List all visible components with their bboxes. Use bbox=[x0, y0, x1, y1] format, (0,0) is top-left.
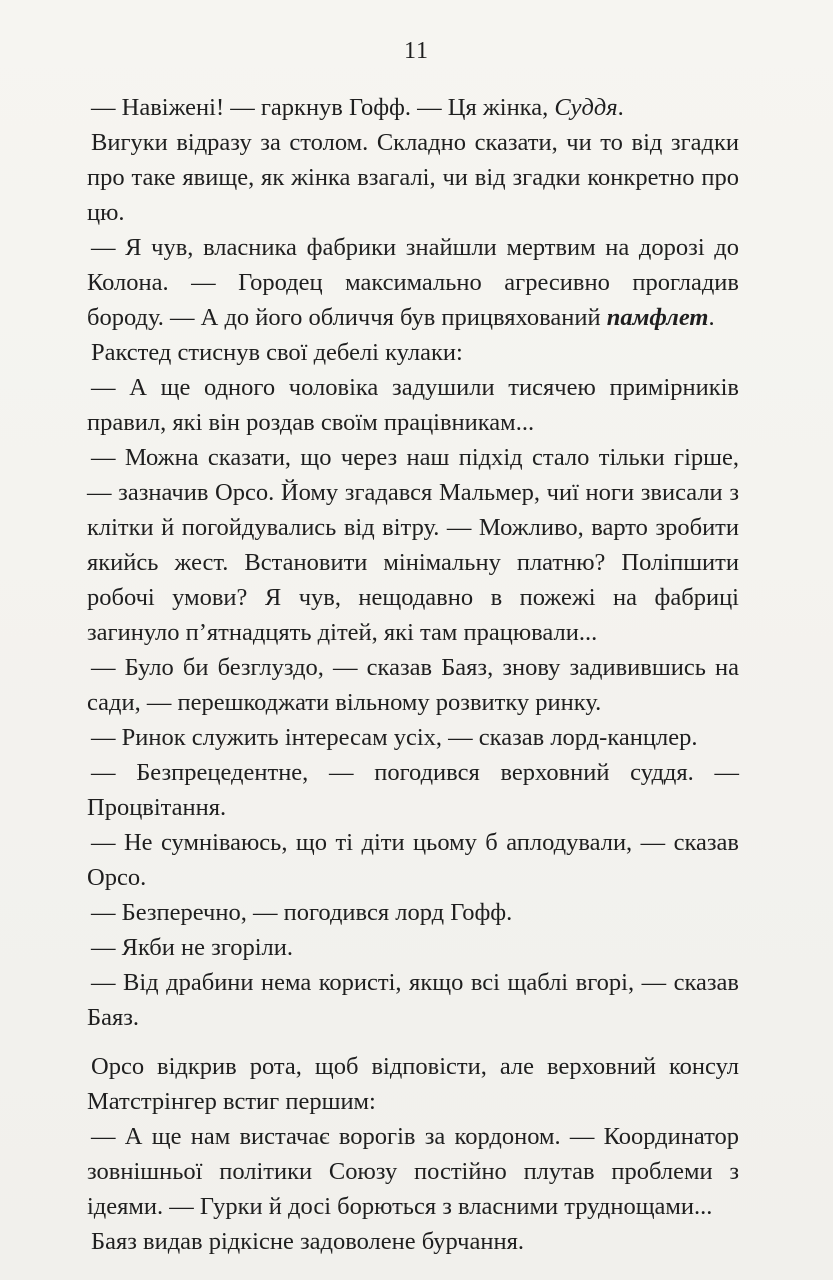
paragraph-1-text: — Навіжені! — гаркнув Гофф. — Ця жінка, bbox=[91, 94, 555, 121]
paragraph-3-italic: памфлет bbox=[606, 304, 709, 331]
paragraph-15: — А ще нам вистачає ворогів за кордоном. — Координатор зовнішньої політики Союзу постійно плутав проблеми з ідеями. — Гурки й досі борються з власними труднощами... bbox=[87, 1123, 739, 1220]
paragraph-3-text: — Я чув, власника фабрики знайшли мертвим на дорозі до Колона. — Городец максимально агресивно прогладив бороду. — А до його обличчя був прицвяхований bbox=[87, 234, 739, 331]
paragraph-1-italic: Суддя bbox=[554, 94, 618, 121]
paragraph-12: — Якби не згоріли. bbox=[91, 934, 293, 961]
paragraph-8: — Ринок служить інтересам усіх, — сказав лорд-канцлер. bbox=[91, 724, 698, 751]
paragraph-4: Ракстед стиснув свої дебелі кулаки: bbox=[91, 339, 463, 366]
paragraph-10: — Не сумніваюсь, що ті діти цьому б аплодували, — сказав Орсо. bbox=[87, 829, 739, 891]
paragraph-3-end: . bbox=[708, 304, 715, 331]
page-body bbox=[87, 90, 739, 1259]
paragraph-6: — Можна сказати, що через наш підхід стало тільки гірше, — зазначив Орсо. Йому згадався Мальмер, чиї ноги звисали з клітки й погойдувались від вітру. — Можливо, варто зробити якийсь жест. Встановити мінімальну платню? Поліпшити робочі умови? Я чув, нещодавно в пожежі на фабриці загинуло п’ятнадцять дітей, які там працювали... bbox=[87, 444, 739, 646]
paragraph-16: Баяз видав рідкісне задоволене бурчання. bbox=[91, 1228, 524, 1255]
paragraph-5: — А ще одного чоловіка задушили тисячею примірників правил, які він роздав своїм працівникам... bbox=[87, 374, 739, 436]
paragraph-13: — Від драбини нема користі, якщо всі щаблі вгорі, — сказав Баяз. bbox=[87, 969, 739, 1031]
paragraph-2: Вигуки відразу за столом. Складно сказати, чи то від згадки про таке явище, як жінка взагалі, чи від згадки конкретно про цю. bbox=[87, 129, 739, 226]
paragraph-14: Орсо відкрив рота, щоб відповісти, але верховний консул Матстрінгер встиг першим: bbox=[87, 1053, 739, 1115]
paragraph-7: — Було би безглуздо, — сказав Баяз, знову задивившись на сади, — перешкоджати вільному розвитку ринку. bbox=[87, 654, 739, 716]
page-number: 11 bbox=[403, 38, 430, 64]
paragraph-11: — Безперечно, — погодився лорд Гофф. bbox=[91, 899, 513, 926]
paragraph-9: — Безпрецедентне, — погодився верховний суддя. — Процвітання. bbox=[87, 759, 739, 821]
paragraph-1-end: . bbox=[617, 94, 624, 121]
paragraph-1 bbox=[87, 90, 739, 125]
paragraph-3 bbox=[87, 230, 739, 335]
